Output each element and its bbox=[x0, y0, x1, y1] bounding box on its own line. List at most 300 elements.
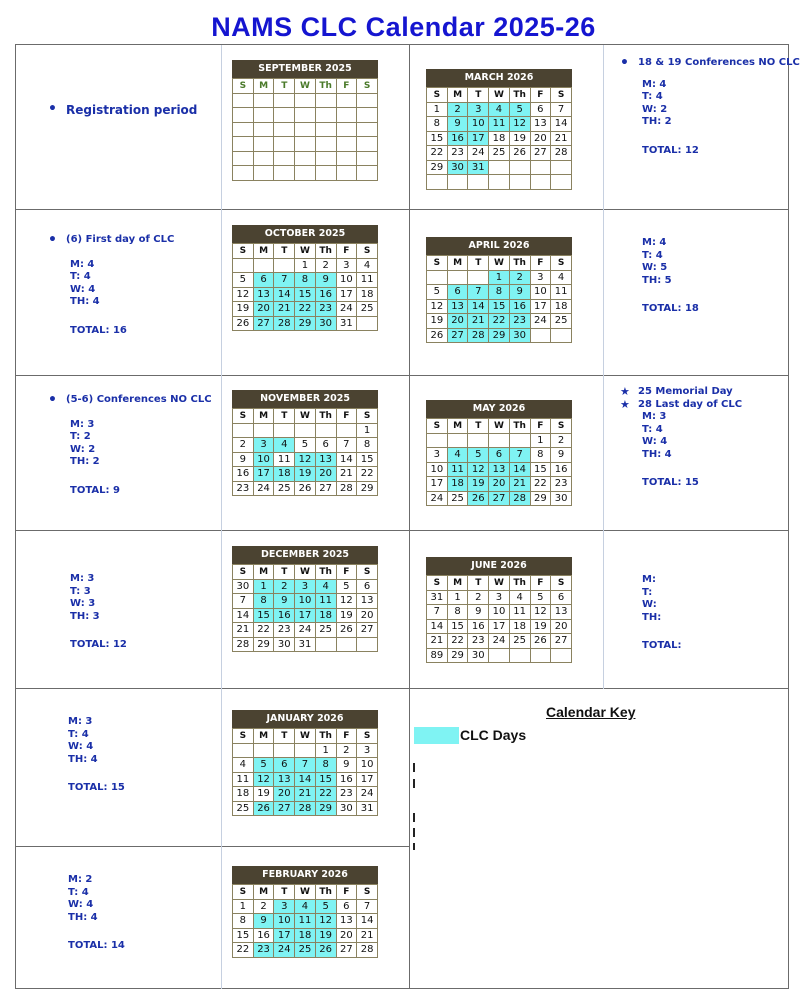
clc-day-cell: 21 bbox=[509, 477, 530, 492]
week-row bbox=[233, 943, 378, 958]
info-november bbox=[44, 394, 212, 497]
day-cell: 12 bbox=[530, 605, 551, 620]
empty-day-cell bbox=[509, 648, 530, 663]
day-cell: 2 bbox=[551, 433, 572, 448]
day-cell: 17 bbox=[357, 772, 378, 787]
weekday-label: S bbox=[551, 576, 572, 591]
calendar-february bbox=[232, 866, 378, 958]
clc-day-cell: 23 bbox=[253, 943, 274, 958]
weekday-label: F bbox=[336, 409, 357, 424]
clc-day-cell: 12 bbox=[509, 117, 530, 132]
month-grid bbox=[426, 87, 572, 190]
info-june bbox=[642, 574, 681, 653]
weekday-label: S bbox=[357, 409, 378, 424]
day-cell: 5 bbox=[336, 579, 357, 594]
clc-day-cell: 13 bbox=[447, 299, 468, 314]
weekday-label: S bbox=[233, 729, 254, 744]
clc-day-cell: 10 bbox=[274, 914, 295, 929]
weekday-label: W bbox=[295, 79, 316, 94]
week-row bbox=[233, 122, 378, 137]
spacer bbox=[44, 247, 174, 259]
clc-day-cell: 26 bbox=[468, 491, 489, 506]
empty-day-cell bbox=[315, 93, 336, 108]
clc-day-cell: 17 bbox=[274, 928, 295, 943]
clc-day-cell: 21 bbox=[295, 787, 316, 802]
day-cell: 8 bbox=[233, 914, 254, 929]
month-grid bbox=[426, 418, 572, 506]
clc-day-cell: 14 bbox=[274, 287, 295, 302]
weekday-label: W bbox=[295, 565, 316, 580]
day-count: M: bbox=[642, 574, 656, 585]
column-separator bbox=[603, 45, 604, 689]
day-cell: 3 bbox=[427, 448, 448, 463]
clc-day-cell: 26 bbox=[253, 801, 274, 816]
day-count: TH: 4 bbox=[68, 753, 98, 765]
day-cell: 28 bbox=[551, 146, 572, 161]
clc-day-cell: 18 bbox=[447, 477, 468, 492]
clc-day-cell: 16 bbox=[274, 608, 295, 623]
empty-day-cell bbox=[295, 151, 316, 166]
clc-day-cell: 6 bbox=[274, 758, 295, 773]
day-cell: 3 bbox=[530, 270, 551, 285]
month-grid bbox=[232, 78, 378, 181]
day-cell: 19 bbox=[336, 608, 357, 623]
day-cell: 28 bbox=[357, 943, 378, 958]
clc-day-cell: 28 bbox=[274, 316, 295, 331]
clc-day-cell: 4 bbox=[447, 448, 468, 463]
day-cell: 5 bbox=[233, 273, 254, 288]
clc-day-cell: 4 bbox=[489, 102, 510, 117]
week-row bbox=[427, 314, 572, 329]
weekday-label: S bbox=[357, 79, 378, 94]
day-cell: 30 bbox=[551, 491, 572, 506]
day-count: M: 3 bbox=[642, 411, 667, 422]
clc-day-cell: 10 bbox=[253, 452, 274, 467]
day-cell: 11 bbox=[509, 605, 530, 620]
empty-day-cell bbox=[233, 258, 254, 273]
day-cell: 1 bbox=[295, 258, 316, 273]
day-count: T: 3 bbox=[70, 585, 91, 597]
empty-day-cell bbox=[233, 108, 254, 123]
calendar-october bbox=[232, 225, 378, 331]
weekday-label: M bbox=[253, 79, 274, 94]
day-cell: 8 bbox=[427, 117, 448, 132]
total-count: TOTAL: 12 bbox=[642, 144, 699, 156]
week-row bbox=[427, 590, 572, 605]
clc-day-cell: 20 bbox=[489, 477, 510, 492]
day-cell: 12 bbox=[233, 287, 254, 302]
clc-day-cell: 8 bbox=[315, 758, 336, 773]
weekday-label: Th bbox=[315, 885, 336, 900]
weekday-label: S bbox=[357, 244, 378, 259]
empty-day-cell bbox=[489, 433, 510, 448]
week-row bbox=[233, 423, 378, 438]
day-cell: 14 bbox=[551, 117, 572, 132]
clc-day-cell: 11 bbox=[295, 914, 316, 929]
weekday-label: W bbox=[489, 256, 510, 271]
empty-day-cell bbox=[274, 423, 295, 438]
day-cell: 6 bbox=[315, 438, 336, 453]
weekday-label: F bbox=[530, 88, 551, 103]
clc-day-cell: 21 bbox=[468, 314, 489, 329]
clc-day-cell: 10 bbox=[295, 594, 316, 609]
day-cell: 2 bbox=[253, 899, 274, 914]
empty-day-cell bbox=[489, 160, 510, 175]
empty-day-cell bbox=[315, 166, 336, 181]
day-cell: 10 bbox=[427, 462, 448, 477]
weekday-label: S bbox=[233, 885, 254, 900]
clc-day-cell: 8 bbox=[253, 594, 274, 609]
day-cell: 9 bbox=[551, 448, 572, 463]
day-cell: 1 bbox=[427, 102, 448, 117]
day-cell: 26 bbox=[295, 481, 316, 496]
week-row bbox=[233, 579, 378, 594]
day-cell: 29 bbox=[447, 648, 468, 663]
clc-day-cell: 21 bbox=[274, 302, 295, 317]
weekday-label: M bbox=[253, 885, 274, 900]
clc-day-cell: 17 bbox=[253, 467, 274, 482]
empty-day-cell bbox=[295, 108, 316, 123]
day-count: TH: 5 bbox=[642, 274, 672, 286]
day-cell: 19 bbox=[253, 787, 274, 802]
clc-day-cell: 2 bbox=[274, 579, 295, 594]
day-cell: 16 bbox=[253, 928, 274, 943]
day-cell: 22 bbox=[253, 623, 274, 638]
clc-day-cell: 28 bbox=[295, 801, 316, 816]
empty-day-cell bbox=[315, 637, 336, 652]
weekday-label: Th bbox=[315, 729, 336, 744]
clc-day-cell: 18 bbox=[295, 928, 316, 943]
day-cell: 18 bbox=[489, 131, 510, 146]
day-cell: 29 bbox=[253, 637, 274, 652]
calendar-september bbox=[232, 60, 378, 181]
day-cell: 11 bbox=[551, 285, 572, 300]
weekday-label: T bbox=[274, 885, 295, 900]
month-grid bbox=[232, 884, 378, 958]
info-note bbox=[616, 57, 800, 70]
empty-day-cell bbox=[336, 122, 357, 137]
month-grid bbox=[232, 408, 378, 496]
empty-day-cell bbox=[233, 137, 254, 152]
day-count: T: 2 bbox=[70, 431, 91, 442]
day-count: T: 4 bbox=[642, 423, 663, 435]
weekday-label: M bbox=[253, 565, 274, 580]
week-row bbox=[233, 452, 378, 467]
day-count: M: 4 bbox=[70, 258, 95, 270]
day-count: M: 3 bbox=[70, 573, 95, 584]
day-count: W: 5 bbox=[642, 262, 668, 273]
clc-day-cell: 12 bbox=[315, 914, 336, 929]
day-cell: 25 bbox=[447, 491, 468, 506]
day-cell: 30 bbox=[336, 801, 357, 816]
month-grid bbox=[232, 728, 378, 816]
weekday-label: M bbox=[253, 729, 274, 744]
star-icon: ★ bbox=[620, 385, 630, 398]
weekday-label: W bbox=[295, 244, 316, 259]
week-row bbox=[233, 137, 378, 152]
clc-day-cell: 5 bbox=[509, 102, 530, 117]
clc-day-cell: 24 bbox=[274, 943, 295, 958]
empty-day-cell bbox=[253, 423, 274, 438]
day-count: TH: bbox=[642, 611, 662, 623]
empty-day-cell bbox=[357, 108, 378, 123]
day-cell: 25 bbox=[274, 481, 295, 496]
calendar-december bbox=[232, 546, 378, 652]
clc-day-cell: 4 bbox=[274, 438, 295, 453]
weekday-label: T bbox=[274, 244, 295, 259]
day-cell: 10 bbox=[357, 758, 378, 773]
week-row bbox=[233, 914, 378, 929]
day-cell: 28 bbox=[336, 481, 357, 496]
weekday-label: S bbox=[551, 256, 572, 271]
day-cell: 31 bbox=[357, 801, 378, 816]
empty-day-cell bbox=[357, 137, 378, 152]
day-cell: 29 bbox=[357, 481, 378, 496]
weekday-label: F bbox=[336, 729, 357, 744]
week-row bbox=[233, 758, 378, 773]
calendar-march bbox=[426, 69, 572, 190]
weekday-label: S bbox=[427, 576, 448, 591]
clc-day-cell: 27 bbox=[447, 328, 468, 343]
clipped-text-fragment bbox=[413, 813, 415, 822]
empty-day-cell bbox=[551, 648, 572, 663]
empty-day-cell bbox=[468, 433, 489, 448]
clipped-text-fragment bbox=[413, 828, 415, 837]
month-header: JANUARY 2026 bbox=[232, 710, 378, 728]
clc-day-cell: 7 bbox=[509, 448, 530, 463]
empty-day-cell bbox=[357, 122, 378, 137]
clc-day-cell: 6 bbox=[447, 285, 468, 300]
weekday-label: T bbox=[274, 409, 295, 424]
day-count: TH: 4 bbox=[68, 911, 98, 923]
clc-day-cell: 2 bbox=[509, 270, 530, 285]
empty-day-cell bbox=[253, 258, 274, 273]
day-cell: 26 bbox=[530, 634, 551, 649]
empty-day-cell bbox=[253, 151, 274, 166]
empty-day-cell bbox=[233, 151, 254, 166]
weekday-label: M bbox=[447, 419, 468, 434]
empty-day-cell bbox=[274, 122, 295, 137]
clc-day-cell: 17 bbox=[295, 608, 316, 623]
clc-day-cell: 19 bbox=[315, 928, 336, 943]
clc-day-cell: 14 bbox=[295, 772, 316, 787]
clc-day-cell: 30 bbox=[447, 160, 468, 175]
day-cell: 27 bbox=[336, 943, 357, 958]
empty-day-cell bbox=[274, 743, 295, 758]
clc-day-cell: 4 bbox=[295, 899, 316, 914]
day-cell: 3 bbox=[357, 743, 378, 758]
week-row bbox=[233, 316, 378, 331]
clc-day-cell: 18 bbox=[315, 608, 336, 623]
day-cell: 27 bbox=[357, 623, 378, 638]
empty-day-cell bbox=[530, 175, 551, 190]
day-cell: 4 bbox=[551, 270, 572, 285]
empty-day-cell bbox=[253, 743, 274, 758]
day-cell: 13 bbox=[551, 605, 572, 620]
day-cell: 23 bbox=[447, 146, 468, 161]
day-cell: 23 bbox=[233, 481, 254, 496]
week-row bbox=[427, 491, 572, 506]
day-cell: 13 bbox=[357, 594, 378, 609]
empty-day-cell bbox=[336, 93, 357, 108]
week-row bbox=[427, 102, 572, 117]
clc-day-cell: 31 bbox=[468, 160, 489, 175]
month-grid bbox=[426, 255, 572, 343]
month-grid bbox=[426, 575, 572, 663]
clc-day-cell: 7 bbox=[295, 758, 316, 773]
week-row bbox=[233, 166, 378, 181]
clc-day-cell: 9 bbox=[447, 117, 468, 132]
clc-day-cell: 7 bbox=[274, 273, 295, 288]
empty-day-cell bbox=[253, 166, 274, 181]
day-cell: 20 bbox=[530, 131, 551, 146]
weekday-label: F bbox=[336, 244, 357, 259]
clc-day-cell: 5 bbox=[468, 448, 489, 463]
info-december bbox=[70, 573, 127, 652]
week-row bbox=[427, 448, 572, 463]
empty-day-cell bbox=[253, 93, 274, 108]
week-row bbox=[427, 605, 572, 620]
day-cell: 1 bbox=[315, 743, 336, 758]
day-cell: 10 bbox=[336, 273, 357, 288]
clipped-text-fragment bbox=[413, 763, 415, 772]
day-cell: 11 bbox=[233, 772, 254, 787]
clipped-text-fragment bbox=[413, 843, 415, 850]
month-header: NOVEMBER 2025 bbox=[232, 390, 378, 408]
empty-day-cell bbox=[551, 328, 572, 343]
day-cell: 22 bbox=[447, 634, 468, 649]
weekday-label: S bbox=[427, 256, 448, 271]
day-cell: 17 bbox=[530, 299, 551, 314]
day-cell: 23 bbox=[274, 623, 295, 638]
day-cell: 25 bbox=[233, 801, 254, 816]
weekday-row bbox=[427, 256, 572, 271]
week-row bbox=[233, 594, 378, 609]
weekday-label: T bbox=[468, 576, 489, 591]
day-count: T: 4 bbox=[642, 249, 663, 261]
month-header: OCTOBER 2025 bbox=[232, 225, 378, 243]
clc-day-cell: 15 bbox=[253, 608, 274, 623]
empty-day-cell bbox=[530, 160, 551, 175]
clc-day-cell: 15 bbox=[489, 299, 510, 314]
clc-day-cell: 8 bbox=[295, 273, 316, 288]
day-cell: 18 bbox=[509, 619, 530, 634]
day-cell: 25 bbox=[315, 623, 336, 638]
week-row bbox=[427, 433, 572, 448]
empty-day-cell bbox=[233, 93, 254, 108]
empty-day-cell bbox=[295, 93, 316, 108]
week-row bbox=[233, 467, 378, 482]
clc-day-cell: 27 bbox=[489, 491, 510, 506]
page-title: NAMS CLC Calendar 2025-26 bbox=[211, 12, 596, 42]
info-october bbox=[44, 234, 174, 337]
clc-day-cell: 1 bbox=[253, 579, 274, 594]
clc-day-cell: 22 bbox=[295, 302, 316, 317]
week-row bbox=[427, 619, 572, 634]
weekday-label: M bbox=[253, 244, 274, 259]
day-cell: 7 bbox=[427, 605, 448, 620]
day-count: TH: 4 bbox=[642, 448, 672, 460]
day-cell: 2 bbox=[315, 258, 336, 273]
day-cell: 6 bbox=[357, 579, 378, 594]
weekday-label: F bbox=[530, 419, 551, 434]
day-count: W: 2 bbox=[642, 103, 668, 115]
empty-day-cell bbox=[530, 648, 551, 663]
clc-day-cell: 3 bbox=[253, 438, 274, 453]
day-cell: 27 bbox=[530, 146, 551, 161]
day-count: M: 2 bbox=[68, 874, 93, 885]
day-count: T: 4 bbox=[70, 271, 91, 282]
month-header: SEPTEMBER 2025 bbox=[232, 60, 378, 78]
weekday-label: Th bbox=[509, 576, 530, 591]
empty-day-cell bbox=[274, 108, 295, 123]
clc-day-cell: 14 bbox=[509, 462, 530, 477]
weekday-label: S bbox=[357, 885, 378, 900]
weekday-label: T bbox=[274, 729, 295, 744]
empty-day-cell bbox=[336, 166, 357, 181]
empty-day-cell bbox=[253, 137, 274, 152]
day-cell: 25 bbox=[489, 146, 510, 161]
weekday-label: S bbox=[357, 729, 378, 744]
day-cell: 23 bbox=[336, 787, 357, 802]
day-cell: 18 bbox=[357, 287, 378, 302]
clc-day-cell: 12 bbox=[295, 452, 316, 467]
week-row bbox=[233, 481, 378, 496]
empty-day-cell bbox=[551, 160, 572, 175]
day-count: W: 4 bbox=[70, 283, 96, 295]
day-cell: 21 bbox=[357, 928, 378, 943]
month-grid bbox=[232, 243, 378, 331]
weekday-label: S bbox=[233, 409, 254, 424]
total-count: TOTAL: 14 bbox=[68, 940, 125, 951]
weekday-label: T bbox=[274, 79, 295, 94]
day-count: TH: 2 bbox=[70, 456, 100, 467]
info-march bbox=[616, 57, 800, 157]
day-cell: 2 bbox=[233, 438, 254, 453]
calendar-january bbox=[232, 710, 378, 816]
day-cell: 17 bbox=[489, 619, 510, 634]
info-note bbox=[616, 386, 742, 399]
week-row bbox=[233, 108, 378, 123]
week-row bbox=[427, 328, 572, 343]
day-cell: 23 bbox=[468, 634, 489, 649]
clipped-text-fragment bbox=[413, 779, 415, 788]
info-may bbox=[616, 386, 742, 490]
day-cell: 15 bbox=[427, 131, 448, 146]
week-row bbox=[233, 772, 378, 787]
week-row bbox=[427, 477, 572, 492]
empty-day-cell bbox=[357, 151, 378, 166]
month-header: JUNE 2026 bbox=[426, 557, 572, 575]
bullet-icon: • bbox=[48, 232, 57, 248]
spacer bbox=[68, 924, 125, 940]
day-cell: 24 bbox=[357, 787, 378, 802]
day-cell: 4 bbox=[357, 258, 378, 273]
day-cell: 22 bbox=[357, 467, 378, 482]
day-cell: 24 bbox=[468, 146, 489, 161]
empty-day-cell bbox=[489, 648, 510, 663]
day-cell: 19 bbox=[427, 314, 448, 329]
empty-day-cell bbox=[233, 166, 254, 181]
info-note-text: 28 Last day of CLC bbox=[638, 398, 743, 410]
info-note bbox=[44, 234, 174, 247]
week-row bbox=[427, 648, 572, 663]
clc-day-cell: 7 bbox=[468, 285, 489, 300]
day-cell: 12 bbox=[336, 594, 357, 609]
week-row bbox=[233, 302, 378, 317]
spacer bbox=[616, 70, 800, 79]
clc-day-cell: 23 bbox=[315, 302, 336, 317]
